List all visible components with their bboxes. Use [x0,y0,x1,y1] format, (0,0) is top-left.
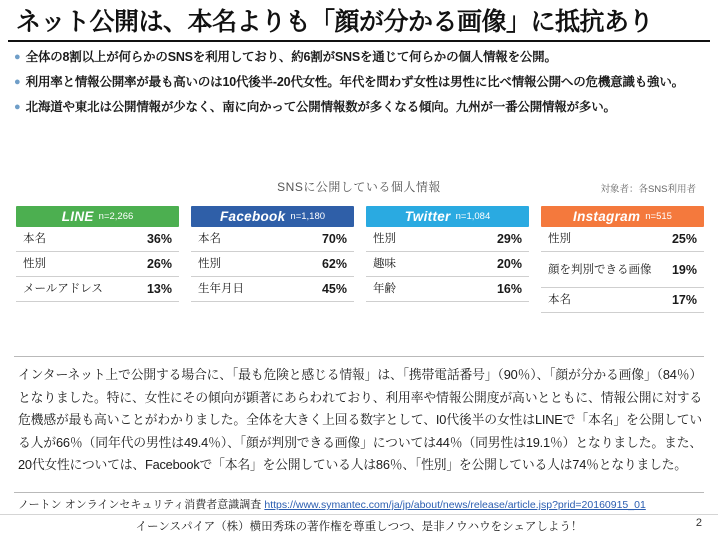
bullet-text: 全体の8割以上が何らかのSNSを利用しており、約6割がSNSを通じて何らかの個人情報を公開。 [25,50,557,64]
table-row [366,252,529,277]
table-row [366,227,529,252]
bullet-dot-icon: ● [14,101,21,113]
row-label: 本名 [198,233,221,245]
footer-credit: イーンスパイア（株）横田秀珠の著作権を尊重しつつ、是非ノウハウをシェアしよう！ [135,521,583,533]
sample-size: n=1,084 [455,211,491,222]
table-row [16,252,179,277]
card-header-instagram [541,206,704,227]
sample-size: n=515 [645,211,672,222]
table-row [16,227,179,252]
row-value: 19% [671,262,697,277]
brand-label: Twitter [404,209,451,224]
bullet-text: 北海道や東北は公開情報が少なく、南に向かって公開情報数が多くなる傾向。九州が一番公開情報が多い。 [25,100,616,114]
row-label: 生年月日 [198,283,244,295]
list-item [14,73,708,91]
table-row [541,227,704,252]
table-row [541,252,704,288]
table-row [191,252,354,277]
bullet-dot-icon: ● [14,76,21,88]
sns-card-twitter [366,206,529,313]
brand-label: LINE [61,209,94,224]
list-item [14,48,708,66]
row-label: 性別 [23,258,46,270]
bullet-list [14,48,708,123]
card-header-facebook [191,206,354,227]
row-value: 45% [321,282,347,296]
table-row [191,227,354,252]
table-row [16,277,179,302]
row-label: 性別 [548,233,571,245]
bullet-dot-icon: ● [14,51,21,63]
sns-card-instagram [541,206,704,313]
page-title [0,0,718,40]
bullet-text: 利用率と情報公開率が最も高いのは10代後半‐20代女性。年代を問わず女性は男性に比べ情報公開への危機意識も強い。 [25,75,684,89]
sample-size: n=1,180 [290,211,326,222]
row-label: 性別 [373,233,396,245]
row-value: 13% [146,282,172,296]
table-row [541,288,704,313]
body-divider [14,356,704,357]
row-value: 62% [321,257,347,271]
row-value: 29% [496,232,522,246]
chart-title-text: SNSに公開している個人情報 [277,180,441,194]
row-value: 20% [496,257,522,271]
list-item [14,98,708,116]
card-header-twitter [366,206,529,227]
brand-label: Instagram [573,209,641,224]
title-divider [8,40,710,42]
footer-source-label: ノートン オンラインセキュリティ消費者意識調査 [18,499,262,511]
chart-note: 対象者：各SNS利用者 [600,184,696,195]
row-value: 70% [321,232,347,246]
row-label: 趣味 [373,258,396,270]
sns-card-group [16,206,704,313]
table-row [366,277,529,302]
footer-divider [14,492,704,493]
brand-label: Facebook [219,209,286,224]
table-row [191,277,354,302]
row-label: 本名 [23,233,46,245]
row-value: 17% [671,293,697,307]
footer-source-link[interactable]: https://www.symantec.com/ja/jp/about/news/release/article.jsp?prid=20160915_01 [264,499,646,511]
footer-source [18,496,646,512]
body-paragraph: インターネット上で公開する場合に、「最も危険と感じる情報」は、「携帯電話番号」（90％）、「顔が分かる画像」（84％）となりました。特に、女性にその傾向が顕著にあらわれており、利用率や情報公開度が高いとともに、情報公開に対する危機感が最も高いことがわかりました。全体を大きく上回る数字として、I0代後半の女性はLINEで「本名」を公開している人が66％（同年代の男性は49.4％）、「顔が判別できる画像」については44％（同男性は19.1％）となりました。また、20代女性については、Facebookで「本名」を公開している人は86％、「性別」を公開している人は74％となりました。 [18,367,702,472]
row-value: 36% [146,232,172,246]
card-header-line [16,206,179,227]
row-label: 年齢 [373,283,396,295]
row-value: 26% [146,257,172,271]
sns-card-line [16,206,179,313]
row-value: 25% [671,232,697,246]
sns-card-facebook [191,206,354,313]
sample-size: n=2,266 [98,211,134,222]
page-number: 2 [695,517,702,529]
row-label: 顔を判別できる画像 [548,263,652,276]
page-title-text: ネット公開は、本名よりも「顔が分かる画像」に抵抗あり [16,8,654,36]
row-label: 本名 [548,294,571,306]
row-value: 16% [496,282,522,296]
row-label: メールアドレス [23,283,103,295]
row-label: 性別 [198,258,221,270]
